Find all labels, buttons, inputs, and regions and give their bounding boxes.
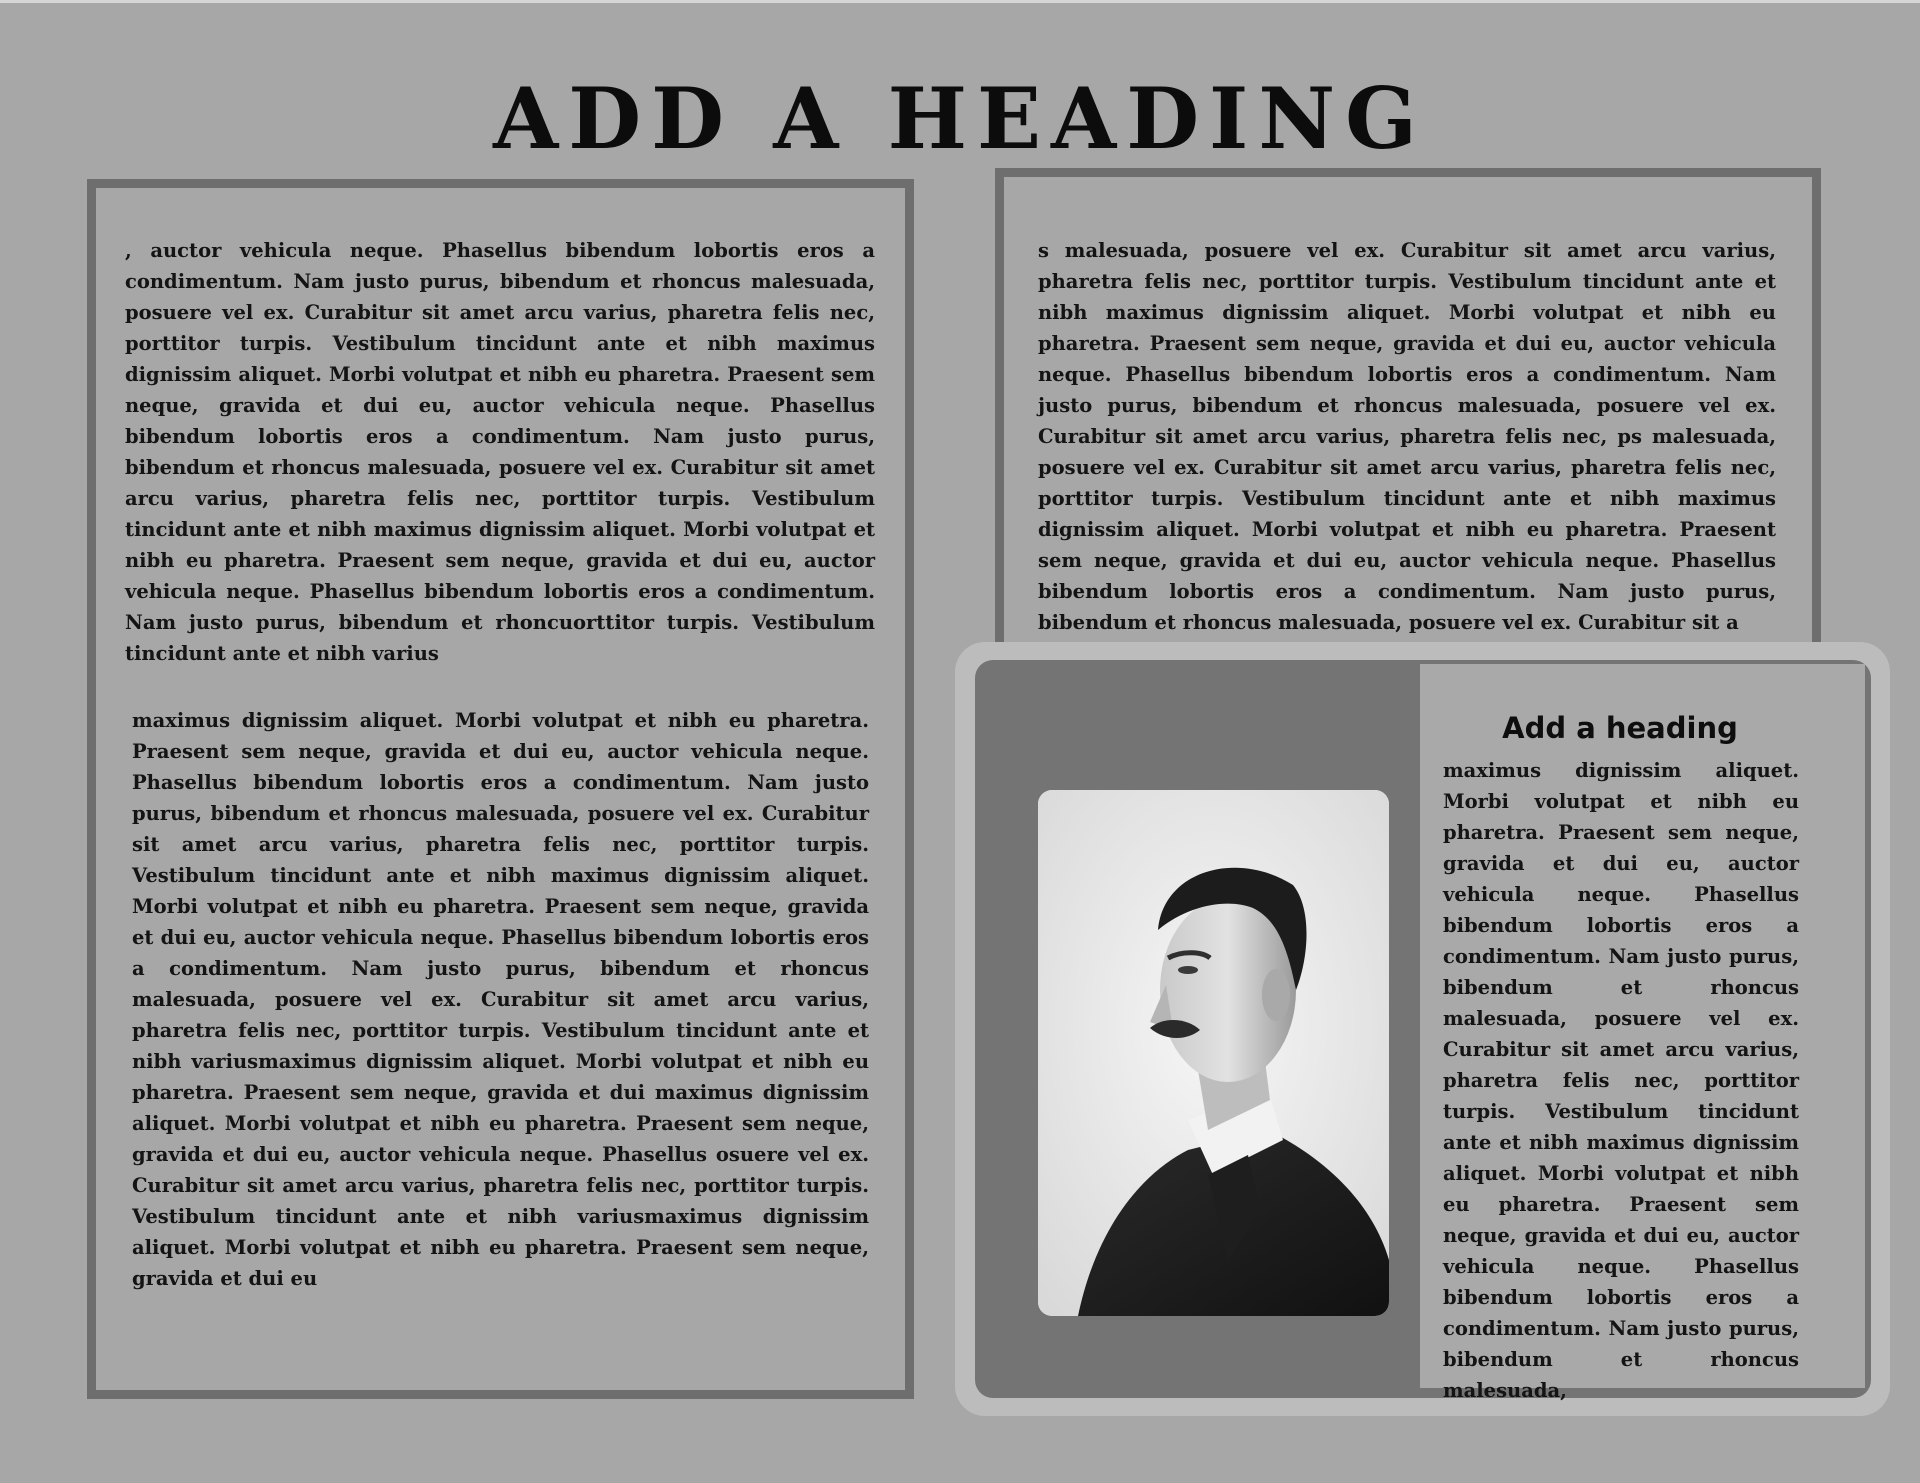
left-top-paragraph: , auctor vehicula neque. Phasellus bibendum lobortis eros a condimentum. Nam justo purus, bibendum et rhoncus malesuada, posuere vel ex. Curabitur sit amet arcu varius, pharetra felis nec, porttitor turpis. Vestibulum tincidunt ante et nibh maximus dignissim aliquet. Morbi volutpat et nibh eu pharetra. Praesent sem neque, gravida et dui eu, auctor vehicula neque. Phasellus bibendum lobortis eros a condimentum. Nam justo purus, bibendum et rhoncus malesuada, posuere vel ex. Curabitur sit amet arcu varius, pharetra felis nec, porttitor turpis. Vestibulum tincidunt ante et nibh maximus dignissim aliquet. Morbi volutpat et nibh eu pharetra. Praesent sem neque, gravida et dui eu, auctor vehicula neque. Phasellus bibendum lobortis eros a condimentum. Nam justo purus, bibendum et rhoncuorttitor turpis. Vestibulum tincidunt ante et nibh varius	[125, 239, 875, 665]
left-bottom-paragraph: maximus dignissim aliquet. Morbi volutpat et nibh eu pharetra. Praesent sem neque, gravida et dui eu, auctor vehicula neque. Phasellus bibendum lobortis eros a condimentum. Nam justo purus, bibendum et rhoncus malesuada, posuere vel ex. Curabitur sit amet arcu varius, pharetra felis nec, porttitor turpis. Vestibulum tincidunt ante et nibh maximus dignissim aliquet. Morbi volutpat et nibh eu pharetra. Praesent sem neque, gravida et dui eu, auctor vehicula neque. Phasellus bibendum lobortis eros a condimentum. Nam justo purus, bibendum et rhoncus malesuada, posuere vel ex. Curabitur sit amet arcu varius, pharetra felis nec, porttitor turpis. Vestibulum tincidunt ante et nibh variusmaximus dignissim aliquet. Morbi volutpat et nibh eu pharetra. Praesent sem neque, gravida et dui maximus dignissim aliquet. Morbi volutpat et nibh eu pharetra. Praesent sem neque, gravida et dui eu, auctor vehicula neque. Phasellus osuere vel ex. Curabitur sit amet arcu varius, pharetra felis nec, porttitor turpis. Vestibulum tincidunt ante et nibh variusmaximus dignissim aliquet. Morbi volutpat et nibh eu pharetra. Praesent sem neque, gravida et dui eu	[132, 709, 869, 1290]
portrait-photo	[1038, 790, 1389, 1316]
top-rule	[0, 0, 1920, 3]
portrait-illustration	[1038, 790, 1389, 1316]
feature-paragraph: maximus dignissim aliquet. Morbi volutpat et nibh eu pharetra. Praesent sem neque, gravida et dui eu, auctor vehicula neque. Phasellus bibendum lobortis eros a condimentum. Nam justo purus, bibendum et rhoncus malesuada, posuere vel ex. Curabitur sit amet arcu varius, pharetra felis nec, porttitor turpis. Vestibulum tincidunt ante et nibh maximus dignissim aliquet. Morbi volutpat et nibh eu pharetra. Praesent sem neque, gravida et dui eu, auctor vehicula neque. Phasellus bibendum lobortis eros a condimentum. Nam justo purus, bibendum et rhoncus malesuada,	[1443, 759, 1799, 1402]
right-top-paragraph: s malesuada, posuere vel ex. Curabitur sit amet arcu varius, pharetra felis nec, porttitor turpis. Vestibulum tincidunt ante et nibh maximus dignissim aliquet. Morbi volutpat et nibh eu pharetra. Praesent sem neque, gravida et dui eu, auctor vehicula neque. Phasellus bibendum lobortis eros a condimentum. Nam justo purus, bibendum et rhoncus malesuada, posuere vel ex. Curabitur sit amet arcu varius, pharetra felis nec, ps malesuada, posuere vel ex. Curabitur sit amet arcu varius, pharetra felis nec, porttitor turpis. Vestibulum tincidunt ante et nibh maximus dignissim aliquet. Morbi volutpat et nibh eu pharetra. Praesent sem neque, gravida et dui eu, auctor vehicula neque. Phasellus bibendum lobortis eros a condimentum. Nam justo purus, bibendum et rhoncus malesuada, posuere vel ex. Curabitur sit a	[1038, 239, 1776, 634]
page-heading: ADD A HEADING	[493, 69, 1427, 168]
feature-heading: Add a heading	[1502, 711, 1738, 745]
